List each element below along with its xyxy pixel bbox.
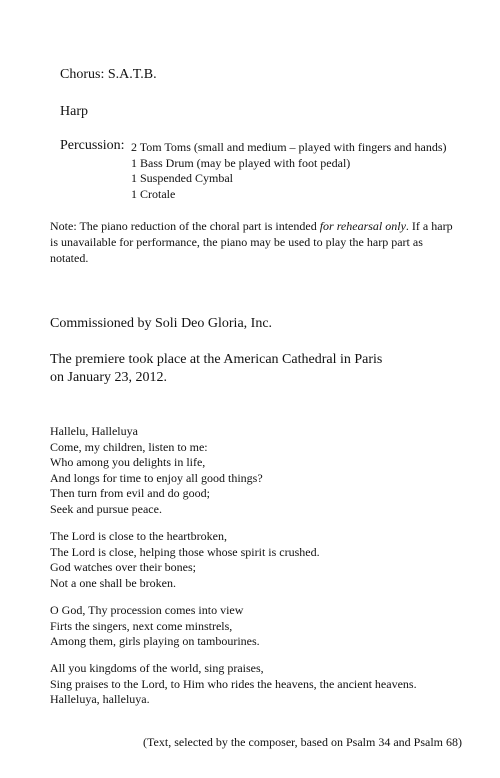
- premiere-info: [50, 351, 382, 387]
- verse-line: O God, Thy procession comes into view: [50, 603, 244, 617]
- verse-line: The Lord is close, helping those whose spirit is crushed.: [50, 544, 320, 559]
- verse-line: All you kingdoms of the world, sing praises,: [50, 661, 264, 675]
- verse-line: Among them, girls playing on tambourines.: [50, 634, 260, 649]
- chorus-line: Chorus: S.A.T.B.: [60, 67, 157, 82]
- verse-line: God watches over their bones;: [50, 560, 196, 575]
- verse-line: Halleluya, halleluya.: [50, 692, 150, 707]
- verse-line: And longs for time to enjoy all good things?: [50, 470, 263, 485]
- percussion-list: [131, 140, 447, 202]
- percussion-item: 1 Suspended Cymbal: [131, 171, 233, 185]
- percussion-item: 1 Crotale: [131, 186, 176, 201]
- percussion-item: 2 Tom Toms (small and medium – played with fingers and hands): [131, 140, 447, 154]
- verse-line: Who among you delights in life,: [50, 455, 206, 470]
- text-stanza-4: [50, 661, 417, 708]
- text-source-credit: (Text, selected by the composer, based on Psalm 34 and Psalm 68): [143, 735, 462, 749]
- verse-line: Not a one shall be broken.: [50, 575, 176, 590]
- note-line-1: Note: The piano reduction of the choral part is intended for rehearsal only. If a harp: [50, 219, 453, 233]
- verse-line: Hallelu, Halleluya: [50, 424, 138, 438]
- premiere-line-1: The premiere took place at the American Cathedral in Paris: [50, 352, 383, 367]
- verse-line: Sing praises to the Lord, to Him who rides the heavens, the ancient heavens.: [50, 676, 417, 691]
- verse-line: Then turn from evil and do good;: [50, 486, 210, 501]
- text-stanza-2: [50, 529, 320, 591]
- text-stanza-3: [50, 603, 260, 650]
- commission-credit: Commissioned by Soli Deo Gloria, Inc.: [50, 316, 273, 331]
- premiere-line-2: on January 23, 2012.: [50, 370, 168, 385]
- verse-line: Come, my children, listen to me:: [50, 439, 208, 454]
- note-line-3: notated.: [50, 251, 89, 265]
- verse-line: The Lord is close to the heartbroken,: [50, 529, 227, 543]
- performance-note: [50, 218, 453, 266]
- note-emphasis: for rehearsal only: [319, 219, 406, 233]
- note-line-2: is unavailable for performance, the piano may be used to play the harp part as: [50, 235, 423, 249]
- harp-line: Harp: [60, 104, 88, 119]
- percussion-item: 1 Bass Drum (may be played with foot pedal): [131, 155, 351, 170]
- percussion-label: Percussion:: [60, 138, 125, 153]
- verse-line: Firts the singers, next come minstrels,: [50, 618, 233, 633]
- text-stanza-1: [50, 424, 263, 518]
- verse-line: Seek and pursue peace.: [50, 501, 162, 516]
